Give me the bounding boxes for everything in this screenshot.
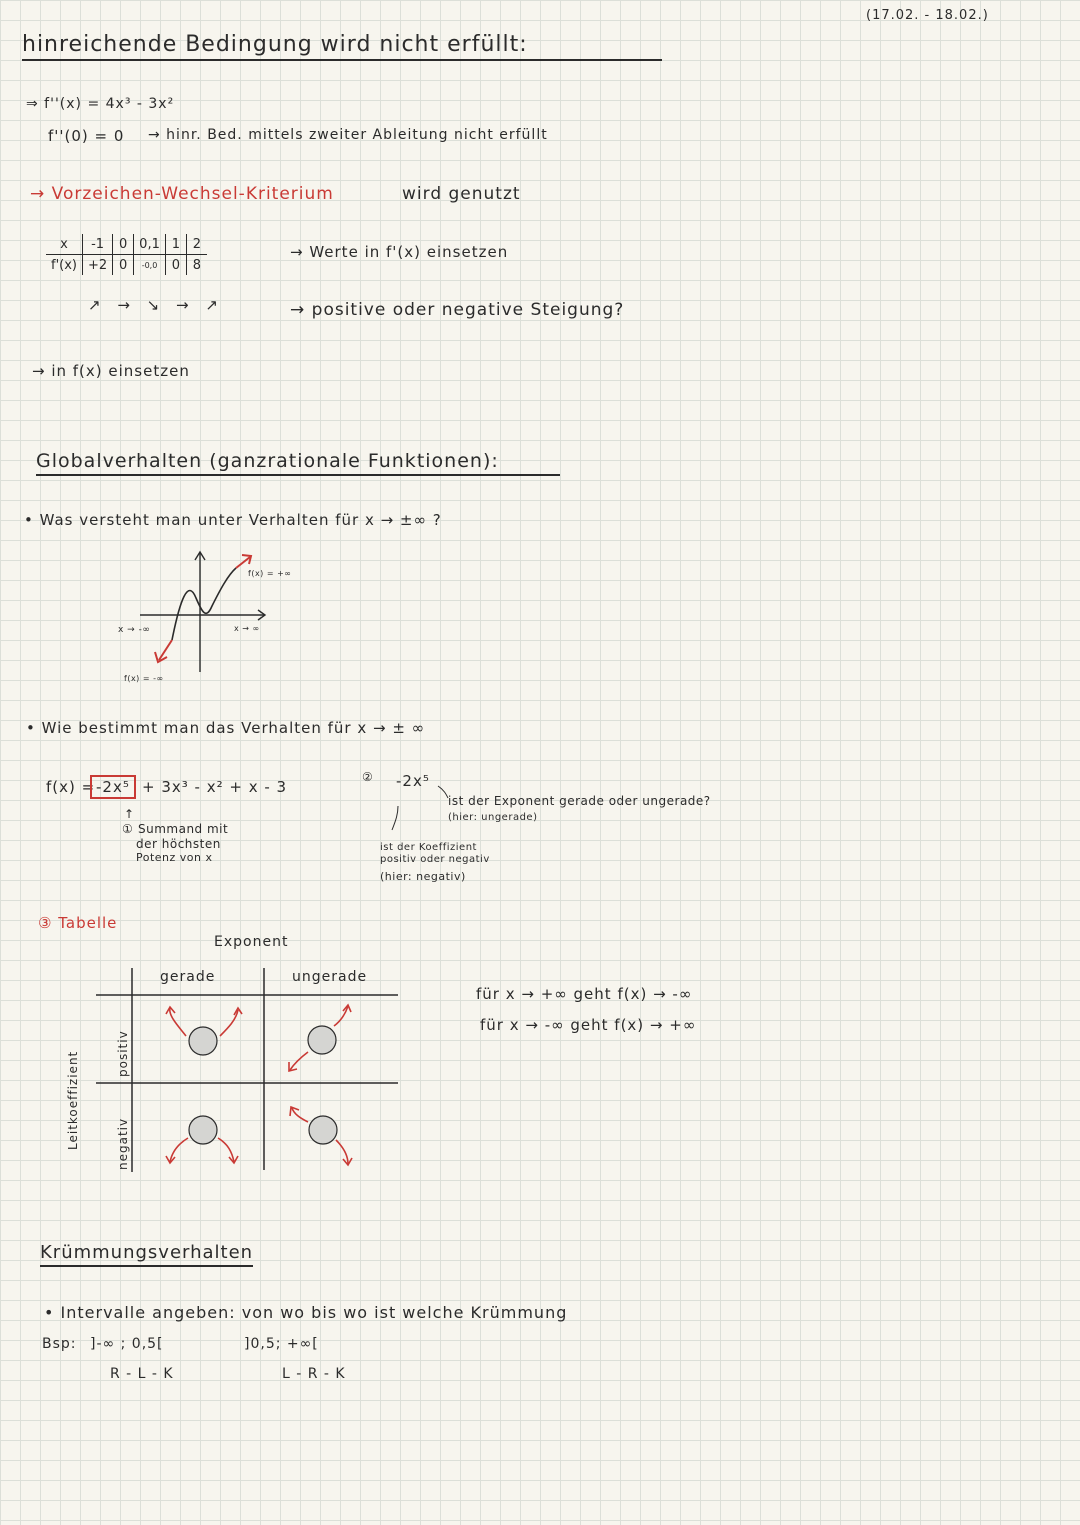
table-cell: x [46,234,83,255]
table-label-positive: positiv [116,1030,130,1077]
table-cell: 1 [165,234,186,255]
result-plus-infinity: für x → +∞ geht f(x) → -∞ [476,985,693,1003]
interval-2: ]0,5; +∞[ [244,1336,319,1352]
section-title-curvature: Krümmungsverhalten [40,1242,253,1267]
table-cell: +2 [83,255,113,276]
vzw-criterion: → Vorzeichen-Wechsel-Kriterium [30,184,334,204]
curvature-2: L - R - K [282,1366,346,1382]
table-cell: -1 [83,234,113,255]
page-title: hinreichende Bedingung wird nicht erfüllt: [22,32,662,61]
function-prefix: f(x) = [46,778,96,796]
table-cell: 0 [165,255,186,276]
second-derivative-zero: f''(0) = 0 [48,127,125,145]
table-cell: 8 [186,255,207,276]
slope-arrows: ↗ → ↘ → ↗ [88,296,224,314]
step2-exponent-question: ist der Exponent gerade oder ungerade? [448,794,711,808]
result-minus-infinity: für x → -∞ geht f(x) → +∞ [480,1016,697,1034]
condition-note: → hinr. Bed. mittels zweiter Ableitung nicht erfüllt [148,127,548,143]
table-label-negative: negativ [116,1117,130,1170]
step3-table-label: ③ Tabelle [38,914,118,932]
table-cell: 0,1 [134,234,166,255]
table-cell: f'(x) [46,255,83,276]
curvature-1: R - L - K [110,1366,174,1382]
note-insert-function: → in f(x) einsetzen [32,362,190,380]
table-header-even: gerade [160,969,216,985]
step2-coef-question: ist der Koeffizient [380,842,477,853]
step1-line: der höchsten [136,837,221,851]
table-cell: 0 [113,255,134,276]
table-cell: 0 [113,234,134,255]
note-slope: → positive oder negative Steigung? [290,300,625,320]
step1-line: Potenz von x [136,851,213,864]
graph-label-bottom: f(x) = -∞ [124,674,164,683]
table-label-lead: Leitkoeffizient [66,1050,80,1150]
curvature-instruction: • Intervalle angeben: von wo bis wo ist welche Krümmung [44,1303,568,1322]
note-insert-derivative: → Werte in f'(x) einsetzen [290,243,509,261]
question-determine: • Wie bestimmt man das Verhalten für x → ± ∞ [26,719,426,737]
table-cell: -0,0 [134,255,166,276]
question-behaviour: • Was versteht man unter Verhalten für x → ±∞ ? [24,511,442,529]
example-label: Bsp: [42,1336,77,1352]
leading-term-box: -2x⁵ [90,775,136,799]
date-note: (17.02. - 18.02.) [866,8,989,23]
step2-exponent-answer: (hier: ungerade) [448,812,538,823]
table-cell: 2 [186,234,207,255]
step2-term: -2x⁵ [396,772,430,790]
table-header-odd: ungerade [292,969,368,985]
graph-label-top: f(x) = +∞ [248,569,292,578]
step2-number: ② [362,770,374,784]
graph-label-left: x → -∞ [118,625,151,635]
interval-1: ]-∞ ; 0,5[ [90,1336,164,1352]
step2-coef-answer: (hier: negativ) [380,870,466,883]
function-rest: + 3x³ - x² + x - 3 [142,778,288,796]
arrow-up-icon: ↑ [124,807,136,821]
step1-line: Summand mit [138,822,229,836]
second-derivative: ⇒ f''(x) = 4x³ - 3x² [26,96,175,112]
section-title-global: Globalverhalten (ganzrationale Funktionen): [36,450,560,476]
vzw-used: wird genutzt [402,184,521,204]
graph-label-right: x → ∞ [234,624,260,633]
step1-number: ① [122,822,134,836]
table-header-exponent: Exponent [214,934,289,950]
step2-coef-options: positiv oder negativ [380,854,490,865]
